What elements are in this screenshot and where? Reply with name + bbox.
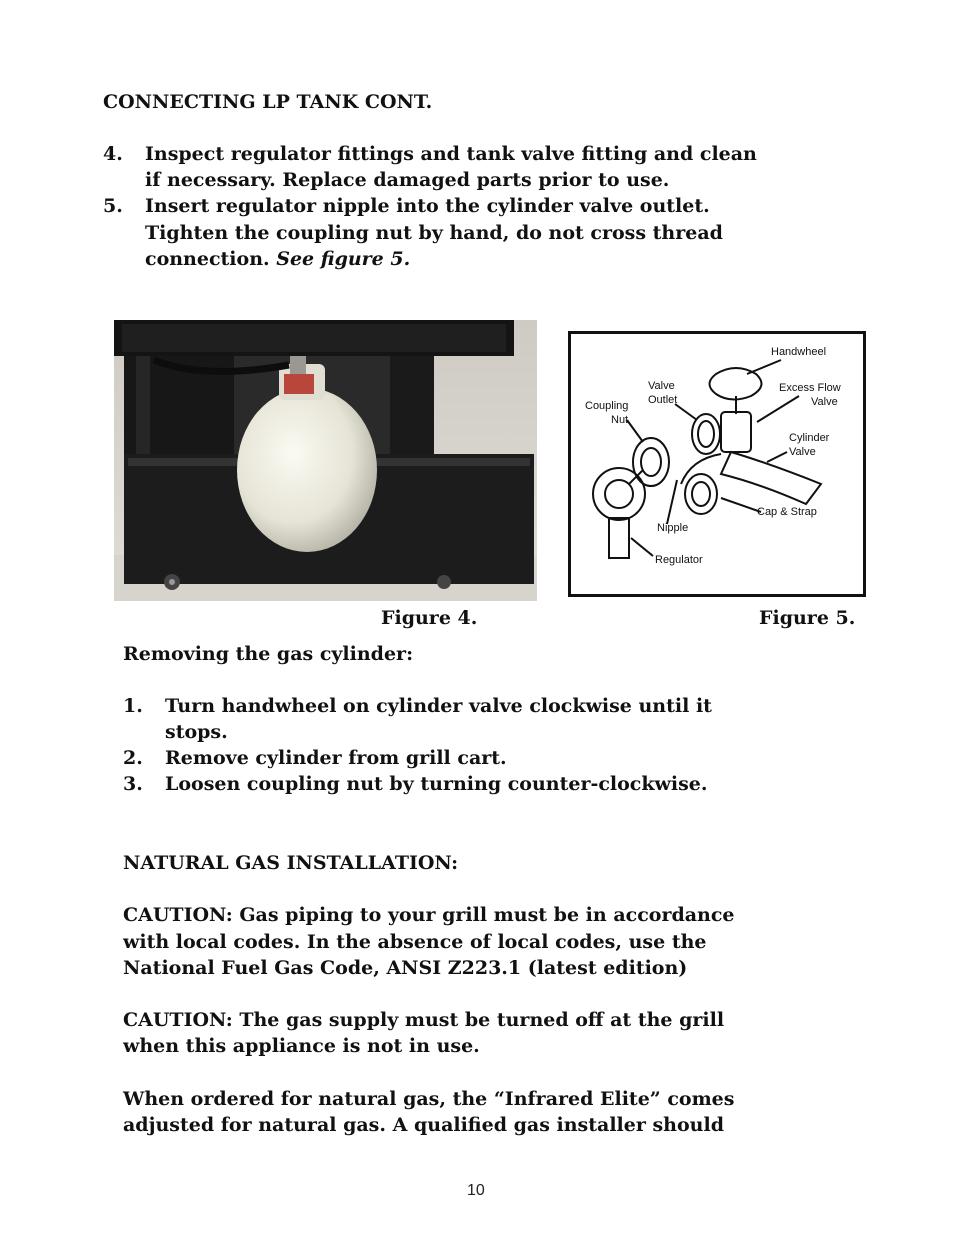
label-coupling-nut-2: Nut <box>611 414 629 426</box>
label-valve-outlet: Valve <box>648 380 675 392</box>
lp-tank-cart-image <box>114 320 537 601</box>
step-text-line: Insert regulator nipple into the cylinder valve outlet. <box>145 195 710 217</box>
label-cylinder-valve-2: Valve <box>789 446 816 458</box>
label-cylinder-valve: Cylinder <box>789 432 830 444</box>
step-text-line: Tighten the coupling nut by hand, do not cross thread <box>145 222 723 244</box>
label-valve-outlet-2: Outlet <box>648 394 678 406</box>
natural-gas-heading: NATURAL GAS INSTALLATION: <box>123 852 459 874</box>
caution-line: CAUTION: Gas piping to your grill must be in accordance <box>123 904 735 926</box>
step-text-line: Loosen coupling nut by turning counter-clockwise. <box>165 773 708 795</box>
paragraph-line: adjusted for natural gas. A qualified gas installer should <box>123 1114 724 1136</box>
step-text-line: Turn handwheel on cylinder valve clockwise until it <box>165 695 712 717</box>
figure-5-caption: Figure 5. <box>759 607 856 629</box>
label-handwheel: Handwheel <box>771 346 827 358</box>
step-number: 1. <box>123 695 143 717</box>
caution-line: with local codes. In the absence of local codes, use the <box>123 931 707 953</box>
label-nipple: Nipple <box>657 522 689 534</box>
caution-line: when this appliance is not in use. <box>123 1035 480 1057</box>
label-excess-flow-valve: Valve <box>811 396 838 408</box>
page-number: 10 <box>467 1182 485 1199</box>
step-text-line: Inspect regulator fittings and tank valve fitting and clean <box>145 143 757 165</box>
step-number: 2. <box>123 747 143 769</box>
step-text-plain: connection. <box>145 248 277 270</box>
removing-heading: Removing the gas cylinder: <box>123 643 414 665</box>
valve-line-drawing <box>571 334 863 594</box>
figure-4-photo <box>114 320 537 601</box>
step-text-line <box>145 246 410 272</box>
section-heading-lp-tank: CONNECTING LP TANK CONT. <box>103 91 433 113</box>
caution-line: National Fuel Gas Code, ANSI Z223.1 (latest edition) <box>123 957 688 979</box>
figure-4-caption: Figure 4. <box>381 607 478 629</box>
step-text-line: if necessary. Replace damaged parts prior to use. <box>145 169 670 191</box>
step-number: 5. <box>103 195 123 217</box>
label-excess-flow: Excess Flow <box>779 382 841 394</box>
step-number: 4. <box>103 143 123 165</box>
step-text-line: stops. <box>165 721 228 743</box>
figure-5-valve-diagram <box>568 331 866 597</box>
label-cap-strap: Cap & Strap <box>757 506 817 518</box>
label-regulator: Regulator <box>655 554 703 566</box>
label-coupling-nut: Coupling <box>585 400 629 412</box>
paragraph-line: When ordered for natural gas, the “Infrared Elite” comes <box>123 1088 735 1110</box>
step-text-line: Remove cylinder from grill cart. <box>165 747 507 769</box>
step-number: 3. <box>123 773 143 795</box>
caution-line: CAUTION: The gas supply must be turned off at the grill <box>123 1009 725 1031</box>
see-figure-reference: See figure 5. <box>276 248 411 270</box>
